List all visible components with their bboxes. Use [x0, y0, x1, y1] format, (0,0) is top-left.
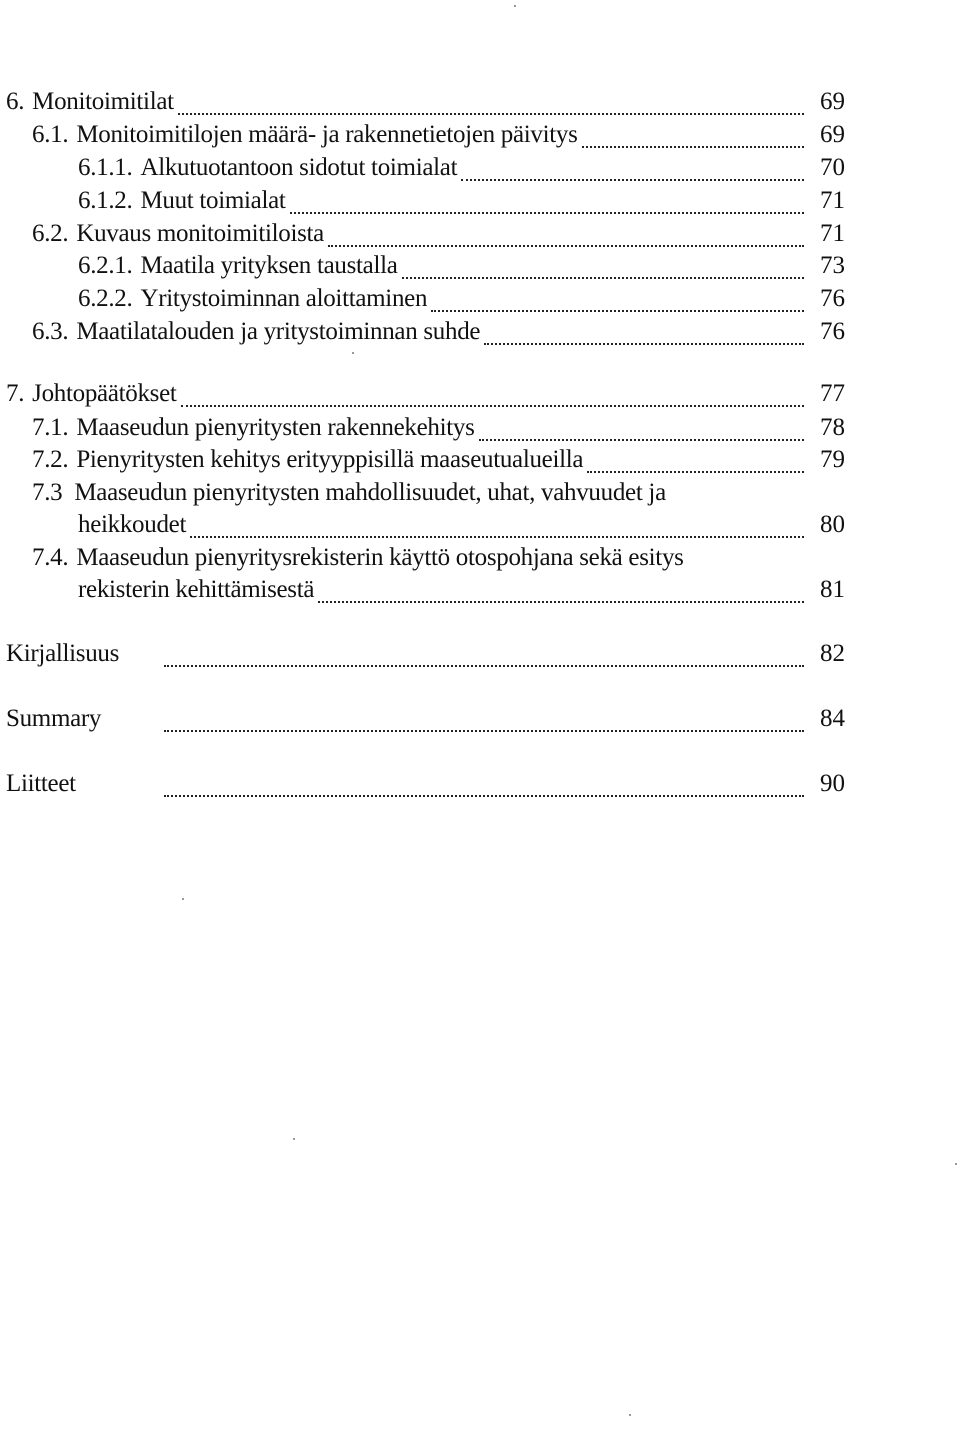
page-number: 82 — [820, 640, 845, 667]
scan-speck — [182, 898, 184, 900]
section-title: Maaseudun pienyritysten mahdollisuudet, uhat, vahvuudet ja — [74, 479, 666, 506]
section-number: 6.3. — [32, 318, 69, 345]
section-number: 7.2. — [32, 446, 69, 473]
toc-entry-first-line — [32, 479, 666, 507]
dot-leader — [431, 310, 804, 312]
section-title: Monitoimitilat — [32, 88, 174, 115]
toc-entry — [160, 640, 810, 674]
toc-entry — [78, 187, 810, 221]
section-title: Maaseudun pienyritysrekisterin käyttö otospohjana sekä esitys — [76, 544, 684, 571]
toc-entry — [160, 705, 810, 739]
dot-leader — [318, 601, 804, 603]
dot-leader — [402, 277, 804, 279]
section-number: 7.3 — [32, 479, 63, 506]
page-number: 69 — [820, 121, 845, 148]
page-number: 71 — [820, 187, 845, 214]
dot-leader — [290, 212, 804, 214]
section-title: Yritystoiminnan aloittaminen — [140, 285, 428, 312]
dot-leader — [164, 730, 804, 732]
dot-leader — [328, 245, 804, 247]
dot-leader — [190, 536, 804, 538]
section-title-continued: rekisterin kehittämisestä — [78, 576, 315, 603]
section-title: Muut toimialat — [140, 187, 286, 214]
section-number: 6. — [6, 88, 25, 115]
dot-leader — [484, 343, 804, 345]
page-number: 79 — [820, 446, 845, 473]
section-number: 6.1.1. — [78, 154, 133, 181]
dot-leader — [164, 665, 804, 667]
toc-entry — [32, 220, 810, 254]
page-number: 70 — [820, 154, 845, 181]
page-number: 76 — [820, 318, 845, 345]
dot-leader — [461, 179, 804, 181]
section-number: 6.1. — [32, 121, 69, 148]
section-number: 6.1.2. — [78, 187, 133, 214]
scan-speck — [514, 5, 516, 7]
dot-leader — [178, 113, 804, 115]
dot-leader — [582, 146, 804, 148]
toc-entry — [78, 285, 810, 319]
section-number: 6.2.2. — [78, 285, 133, 312]
toc-entry — [32, 318, 810, 352]
section-title: Monitoimitilojen määrä- ja rakennetietojen päivitys — [76, 121, 578, 148]
page-number: 78 — [820, 414, 845, 441]
toc-entry — [6, 380, 810, 414]
page-number: 80 — [820, 511, 845, 538]
section-title: Maaseudun pienyritysten rakennekehitys — [76, 414, 475, 441]
toc-entry — [78, 154, 810, 188]
page-number: 77 — [820, 380, 845, 407]
section-title: Alkutuotantoon sidotut toimialat — [140, 154, 458, 181]
section-title: Pienyritysten kehitys erityyppisillä maaseutualueilla — [76, 446, 584, 473]
scan-speck — [293, 1138, 295, 1140]
toc-entry-title: Kirjallisuus — [6, 640, 120, 667]
page-number: 81 — [820, 576, 845, 603]
toc-entry-title: Liitteet — [6, 770, 76, 797]
page-number: 84 — [820, 705, 845, 732]
section-number: 6.2. — [32, 220, 69, 247]
toc-entry — [32, 414, 810, 448]
section-number: 6.2.1. — [78, 252, 133, 279]
toc-entry-first-line — [32, 544, 684, 572]
section-number: 7.4. — [32, 544, 69, 571]
toc-entry — [160, 770, 810, 804]
section-title: Maatilatalouden ja yritystoiminnan suhde — [76, 318, 481, 345]
section-number: 7.1. — [32, 414, 69, 441]
page-number: 69 — [820, 88, 845, 115]
toc-entry — [6, 88, 810, 122]
section-title: Kuvaus monitoimitiloista — [76, 220, 324, 247]
page-number: 76 — [820, 285, 845, 312]
page-number: 73 — [820, 252, 845, 279]
section-title: Johtopäätökset — [32, 380, 177, 407]
dot-leader — [479, 439, 804, 441]
toc-entry — [78, 511, 810, 545]
toc-entry — [32, 446, 810, 480]
section-title-continued: heikkoudet — [78, 511, 187, 538]
section-title: Maatila yrityksen taustalla — [140, 252, 398, 279]
scan-speck — [955, 1163, 957, 1165]
toc-entry-title: Summary — [6, 705, 102, 732]
toc-entry — [78, 252, 810, 286]
page-number: 90 — [820, 770, 845, 797]
page-number: 71 — [820, 220, 845, 247]
toc-entry — [32, 121, 810, 155]
dot-leader — [164, 795, 804, 797]
section-number: 7. — [6, 380, 25, 407]
toc-entry — [78, 576, 810, 610]
dot-leader — [181, 405, 804, 407]
dot-leader — [587, 471, 804, 473]
scan-speck — [629, 1414, 631, 1416]
scan-speck — [352, 352, 354, 354]
